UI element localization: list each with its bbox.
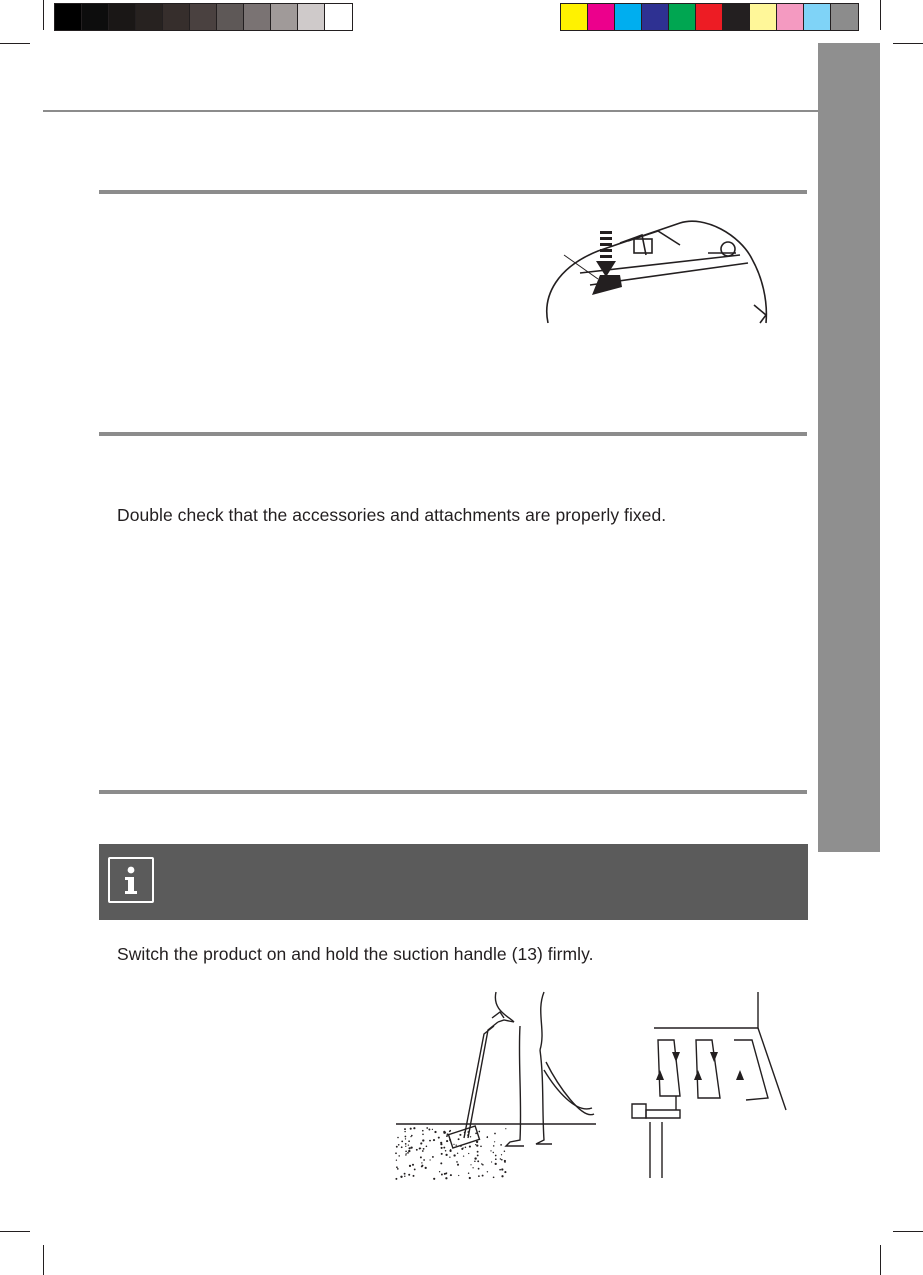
dust-dot xyxy=(426,1127,428,1129)
dust-dot xyxy=(501,1154,502,1155)
dust-dot xyxy=(398,1155,400,1157)
dust-dot xyxy=(445,1150,447,1152)
dust-dot xyxy=(422,1150,424,1152)
dust-dot xyxy=(478,1175,480,1177)
crop-mark xyxy=(0,1231,30,1232)
dust-dot xyxy=(408,1140,410,1142)
color-swatch xyxy=(750,4,777,30)
section-rule xyxy=(99,432,807,436)
dust-dot xyxy=(439,1171,440,1172)
dust-dot xyxy=(416,1149,418,1151)
color-swatch xyxy=(325,4,352,30)
color-swatch xyxy=(669,4,696,30)
dust-dot xyxy=(505,1128,506,1129)
dust-dot xyxy=(469,1146,471,1148)
dust-dot xyxy=(475,1133,477,1135)
dust-dot xyxy=(459,1134,461,1136)
dust-dot xyxy=(420,1156,422,1158)
dust-dot xyxy=(412,1164,414,1166)
color-swatch xyxy=(777,4,804,30)
dust-dot xyxy=(501,1159,503,1161)
dust-dot xyxy=(495,1163,497,1165)
dust-dot xyxy=(453,1154,455,1156)
color-swatch xyxy=(109,4,136,30)
dust-dot xyxy=(421,1162,422,1163)
dust-dot xyxy=(410,1146,412,1148)
dust-dot xyxy=(477,1151,479,1153)
dust-dot xyxy=(456,1145,457,1146)
dust-dot xyxy=(474,1157,476,1159)
color-swatch xyxy=(136,4,163,30)
dust-dot xyxy=(400,1176,402,1178)
dust-dot xyxy=(408,1150,410,1152)
dust-dot xyxy=(456,1161,458,1163)
vacuum-button-illustration xyxy=(530,215,780,327)
info-icon xyxy=(108,857,154,903)
dust-dot xyxy=(504,1162,505,1163)
dust-dot xyxy=(501,1175,503,1177)
dust-dot xyxy=(398,1144,400,1146)
color-swatch xyxy=(561,4,588,30)
color-swatch-strip xyxy=(560,3,859,31)
dust-dot xyxy=(493,1152,494,1153)
dust-dot xyxy=(423,1159,425,1161)
dust-dot xyxy=(443,1147,445,1149)
dust-dot xyxy=(450,1150,452,1152)
dust-dot xyxy=(449,1157,450,1158)
dust-dot xyxy=(443,1131,445,1133)
dust-dot xyxy=(433,1178,435,1180)
dust-dot xyxy=(462,1147,463,1148)
dust-dot xyxy=(449,1130,451,1132)
dust-dot xyxy=(474,1160,476,1162)
color-swatch xyxy=(190,4,217,30)
dust-dot xyxy=(477,1154,479,1156)
dust-dot xyxy=(440,1143,442,1145)
color-swatch xyxy=(642,4,669,30)
side-section-tab xyxy=(818,43,880,852)
dust-dot xyxy=(467,1134,468,1135)
dust-dot xyxy=(433,1139,435,1141)
color-swatch xyxy=(615,4,642,30)
dust-dot xyxy=(429,1159,430,1160)
info-notice-bar xyxy=(99,844,808,920)
dust-dot xyxy=(457,1153,458,1154)
dust-dot xyxy=(432,1129,433,1130)
dust-dot xyxy=(477,1160,479,1162)
accessories-check-text: Double check that the accessories and attachments are properly fixed. xyxy=(117,505,667,525)
dust-dot xyxy=(468,1153,469,1154)
dust-dot xyxy=(458,1175,459,1176)
dust-dot xyxy=(410,1128,412,1130)
dust-dot xyxy=(395,1152,397,1154)
dust-dot xyxy=(420,1148,421,1149)
dust-dot xyxy=(476,1141,478,1143)
dust-dot xyxy=(445,1154,447,1156)
dust-dot xyxy=(460,1145,462,1147)
dust-dot xyxy=(470,1164,471,1165)
dust-dot xyxy=(470,1136,471,1137)
dust-dot xyxy=(464,1132,466,1134)
dust-dot xyxy=(486,1136,488,1138)
dust-dot xyxy=(441,1147,443,1149)
dust-dot xyxy=(396,1160,397,1161)
color-swatch xyxy=(831,4,858,30)
dust-dot xyxy=(441,1174,443,1176)
dust-dot xyxy=(409,1147,411,1149)
dust-dot xyxy=(446,1172,447,1173)
dust-dot xyxy=(404,1175,405,1176)
dust-dot xyxy=(397,1137,399,1139)
dust-dot xyxy=(467,1131,469,1133)
dust-dot xyxy=(434,1131,436,1133)
dust-dot xyxy=(453,1144,454,1145)
dust-dot xyxy=(414,1168,416,1170)
dust-dot xyxy=(476,1144,478,1146)
dust-dot xyxy=(495,1155,497,1157)
dust-dot xyxy=(445,1177,447,1179)
dust-dot xyxy=(413,1175,415,1177)
dust-dot xyxy=(405,1143,407,1145)
color-swatch xyxy=(244,4,271,30)
color-swatch xyxy=(588,4,615,30)
dust-dot xyxy=(406,1153,407,1154)
dust-dot xyxy=(450,1174,452,1176)
dust-dot xyxy=(409,1165,411,1167)
dust-dot xyxy=(490,1150,491,1151)
crop-mark xyxy=(43,0,44,30)
color-swatch xyxy=(82,4,109,30)
dust-dot xyxy=(428,1129,430,1131)
dust-dot xyxy=(438,1137,440,1139)
dust-dot xyxy=(472,1167,473,1168)
color-swatch xyxy=(271,4,298,30)
dust-dot xyxy=(504,1150,505,1151)
color-swatch xyxy=(804,4,831,30)
dust-dot xyxy=(494,1141,495,1142)
dust-dot xyxy=(405,1136,407,1138)
dust-dot xyxy=(495,1158,497,1160)
dust-dot xyxy=(425,1167,427,1169)
dust-dot xyxy=(408,1174,410,1176)
crop-mark xyxy=(880,0,881,30)
dust-dot xyxy=(493,1176,495,1178)
dust-dot xyxy=(422,1134,424,1136)
dust-dot xyxy=(500,1144,502,1146)
crop-mark xyxy=(0,43,30,44)
dust-dot xyxy=(463,1155,464,1156)
dust-dot xyxy=(396,1166,398,1168)
dust-dot xyxy=(494,1133,496,1135)
dust-dot xyxy=(457,1164,459,1166)
dust-dot xyxy=(487,1171,488,1172)
color-swatch xyxy=(163,4,190,30)
dust-dot xyxy=(421,1165,423,1167)
crop-mark xyxy=(893,1231,923,1232)
dust-dot xyxy=(449,1139,451,1141)
dust-dot xyxy=(422,1130,424,1132)
dust-dot xyxy=(405,1146,406,1147)
dust-dot xyxy=(401,1141,403,1143)
color-swatch xyxy=(298,4,325,30)
dust-dot xyxy=(501,1168,503,1170)
dust-dot xyxy=(407,1152,409,1154)
dust-dot xyxy=(405,1138,406,1139)
section-rule xyxy=(99,190,807,194)
section-rule xyxy=(99,790,807,794)
dust-dot xyxy=(429,1140,431,1142)
dust-dot xyxy=(395,1178,397,1180)
dust-dot xyxy=(404,1131,405,1132)
dust-dot xyxy=(413,1127,415,1129)
header-rule xyxy=(43,110,818,112)
dust-dot xyxy=(478,1131,480,1133)
dust-dot xyxy=(444,1173,446,1175)
dust-dot xyxy=(397,1168,399,1170)
dust-dot xyxy=(469,1177,471,1179)
color-swatch xyxy=(217,4,244,30)
dust-dot xyxy=(482,1175,484,1177)
dust-dot xyxy=(411,1135,413,1137)
dust-dot xyxy=(500,1158,501,1159)
switch-on-instruction-text: Switch the product on and hold the suction handle (13) firmly. xyxy=(117,944,594,964)
color-swatch xyxy=(696,4,723,30)
dust-dot xyxy=(446,1135,448,1137)
dust-dot xyxy=(423,1148,425,1150)
dust-dot xyxy=(440,1162,442,1164)
crop-mark xyxy=(880,1245,881,1275)
dust-dot xyxy=(401,1146,403,1148)
dust-dot xyxy=(446,1140,448,1142)
dust-dot xyxy=(432,1156,434,1158)
dust-dot xyxy=(504,1171,506,1173)
person-vacuuming-illustration xyxy=(396,990,596,1182)
dust-dot xyxy=(396,1146,398,1148)
dust-dot xyxy=(468,1172,469,1173)
crop-mark xyxy=(43,1245,44,1275)
dust-dot xyxy=(404,1173,406,1175)
dust-dot xyxy=(404,1128,406,1130)
crop-mark xyxy=(893,43,923,44)
dust-dot xyxy=(493,1145,495,1147)
dust-dot xyxy=(481,1163,482,1164)
dust-dot xyxy=(405,1154,406,1155)
dust-dot xyxy=(480,1145,482,1147)
dust-dot xyxy=(478,1168,480,1170)
color-swatch xyxy=(723,4,750,30)
dust-dot xyxy=(469,1142,470,1143)
grayscale-swatch-strip xyxy=(54,3,353,31)
dust-dot xyxy=(491,1161,492,1162)
dust-dot xyxy=(441,1153,443,1155)
dust-dot xyxy=(499,1169,501,1171)
dust-dot xyxy=(408,1144,409,1145)
dust-dot xyxy=(405,1150,407,1152)
dust-dot xyxy=(475,1144,476,1145)
dust-dot xyxy=(458,1138,460,1140)
color-swatch xyxy=(55,4,82,30)
dust-dot xyxy=(426,1146,428,1148)
dust-dot xyxy=(420,1143,422,1145)
vacuum-pattern-diagram xyxy=(628,990,788,1182)
dust-dot xyxy=(465,1147,467,1149)
dust-dot xyxy=(422,1139,424,1141)
